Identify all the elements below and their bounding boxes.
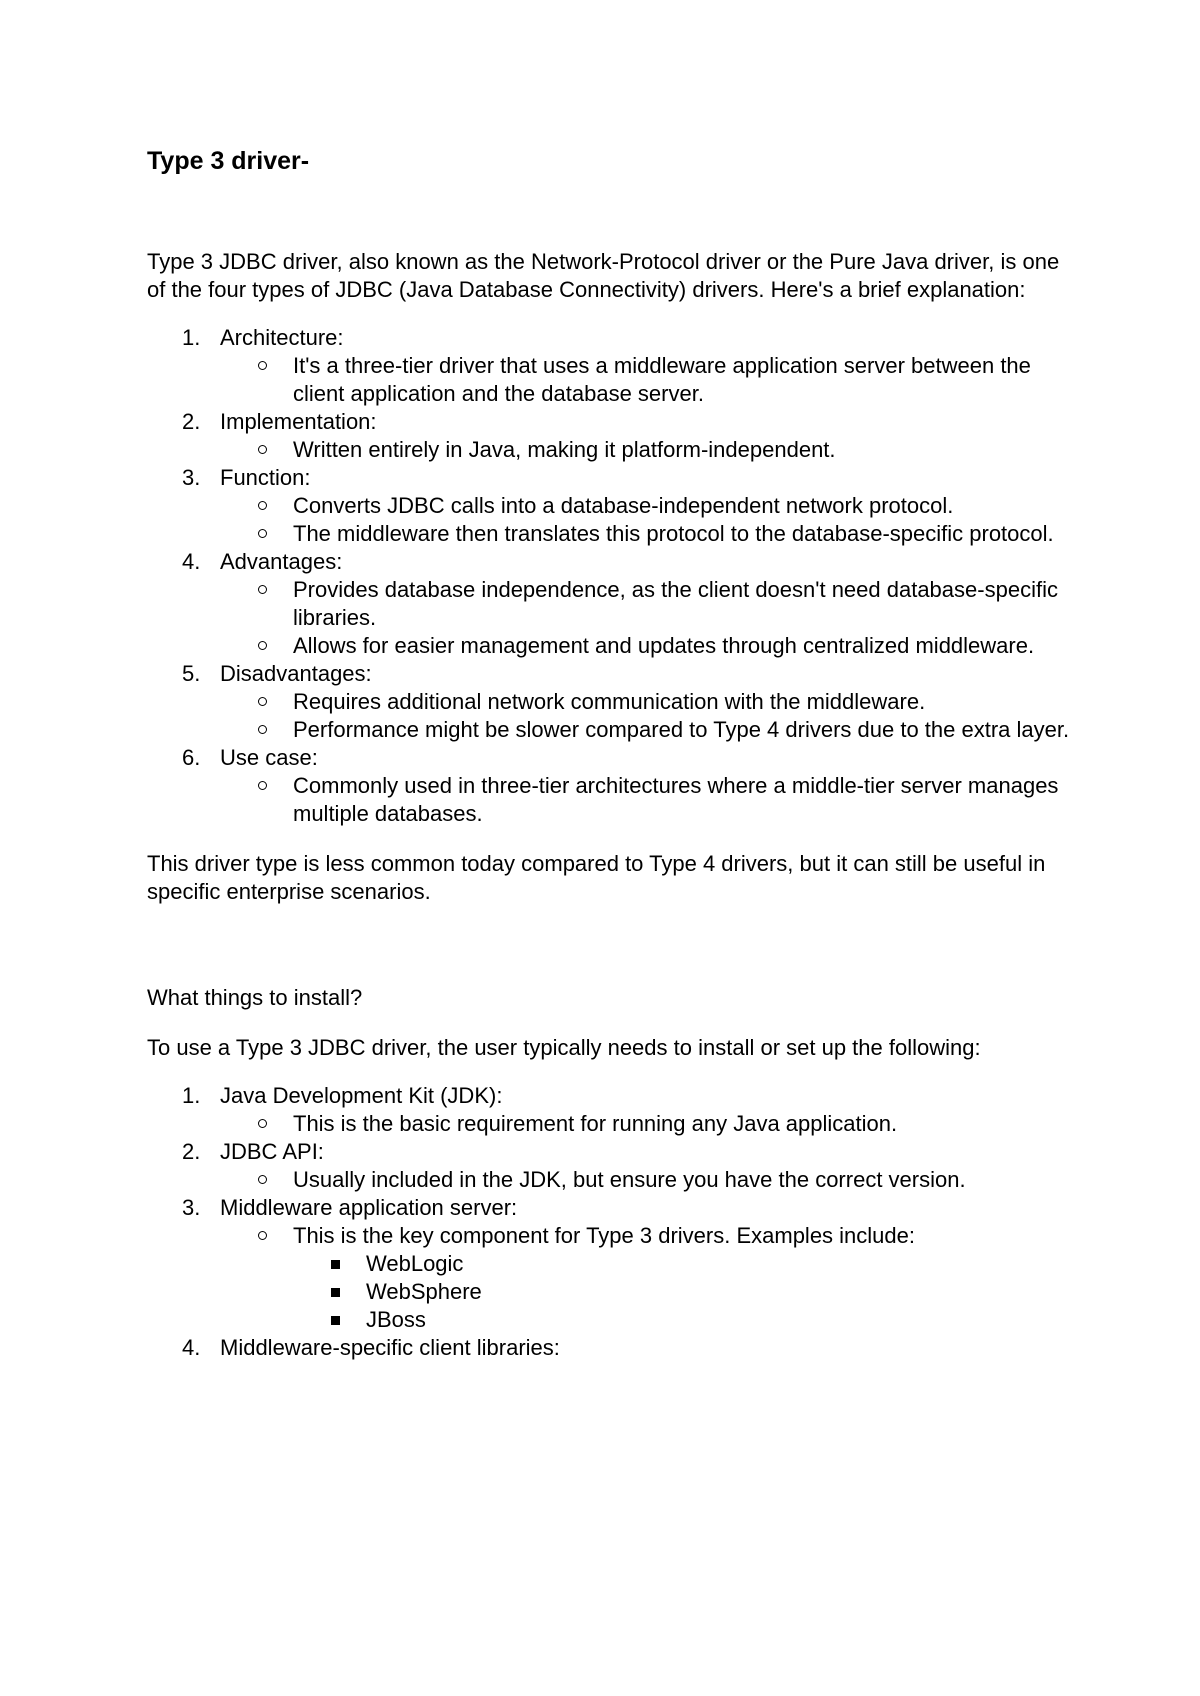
section-heading-install: What things to install? (147, 985, 363, 1010)
sub-list-item-text: Allows for easier management and updates through centralized middleware. (293, 633, 1035, 658)
closing-paragraph: This driver type is less common today compared to Type 4 drivers, but it can still be useful in specific enterprise scenarios. (147, 851, 1046, 904)
list-item-label: Architecture: (220, 325, 344, 350)
example-item-text: JBoss (366, 1307, 426, 1332)
list-number: 2. (182, 409, 201, 434)
circle-bullet-icon (258, 1175, 267, 1184)
sub-list (220, 436, 1070, 464)
list-item (147, 1334, 1070, 1362)
sub-list-item-text: Requires additional network communication with the middleware. (293, 689, 926, 714)
sub-list-item-text: Converts JDBC calls into a database-independent network protocol. (293, 493, 954, 518)
list-item (147, 1138, 1070, 1194)
sub-list-item-text: Provides database independence, as the client doesn't need database-specific libraries. (293, 577, 1058, 630)
list-item-label: Use case: (220, 745, 318, 770)
example-item-text: WebLogic (366, 1251, 464, 1276)
list-item (147, 660, 1070, 744)
list-item (147, 1194, 1070, 1334)
sub-list-item (220, 688, 1070, 716)
sub-list-item (220, 772, 1070, 828)
example-list (293, 1250, 1070, 1334)
circle-bullet-icon (258, 529, 267, 538)
list-item (147, 408, 1070, 464)
sub-list-item (220, 632, 1070, 660)
sub-list-item (220, 716, 1070, 744)
sub-list (220, 576, 1070, 660)
sub-list-item (220, 352, 1070, 408)
sub-list-item (220, 436, 1070, 464)
list-number: 3. (182, 465, 201, 490)
sub-list (220, 1166, 1070, 1194)
sub-list-item-text: Usually included in the JDK, but ensure you have the correct version. (293, 1167, 966, 1192)
list-item-label: Implementation: (220, 409, 377, 434)
example-item-text: WebSphere (366, 1279, 482, 1304)
sub-list-item-text: The middleware then translates this protocol to the database-specific protocol. (293, 521, 1054, 546)
install-intro-paragraph: To use a Type 3 JDBC driver, the user typically needs to install or set up the following: (147, 1035, 981, 1060)
sub-list (220, 688, 1070, 744)
list-item (147, 1082, 1070, 1138)
list-number: 4. (182, 549, 201, 574)
circle-bullet-icon (258, 361, 267, 370)
example-item (293, 1278, 1070, 1306)
list-item-label: Disadvantages: (220, 661, 372, 686)
circle-bullet-icon (258, 641, 267, 650)
list-number: 4. (182, 1335, 201, 1360)
sub-list (220, 352, 1070, 408)
install-list (147, 1082, 1070, 1362)
square-bullet-icon (331, 1260, 340, 1269)
list-item-label: Function: (220, 465, 311, 490)
list-item (147, 464, 1070, 548)
sub-list (220, 1110, 1070, 1138)
circle-bullet-icon (258, 1119, 267, 1128)
list-item-label: Advantages: (220, 549, 343, 574)
list-item-label: JDBC API: (220, 1139, 324, 1164)
list-item-label: Java Development Kit (JDK): (220, 1083, 503, 1108)
circle-bullet-icon (258, 781, 267, 790)
list-item (147, 324, 1070, 408)
circle-bullet-icon (258, 1231, 267, 1240)
sub-list-item-text: This is the key component for Type 3 drivers. Examples include: (293, 1223, 915, 1248)
sub-list-item (220, 520, 1070, 548)
intro-paragraph: Type 3 JDBC driver, also known as the Network-Protocol driver or the Pure Java driver, is one of the four types of JDBC (Java Database Connectivity) drivers. Here's a brief explanation: (147, 249, 1060, 302)
example-item (293, 1306, 1070, 1334)
list-item-label: Middleware application server: (220, 1195, 518, 1220)
sub-list-item-text: This is the basic requirement for running any Java application. (293, 1111, 898, 1136)
document-title: Type 3 driver- (147, 147, 310, 175)
sub-list-item-text: Performance might be slower compared to Type 4 drivers due to the extra layer. (293, 717, 1070, 742)
sub-list (220, 1222, 1070, 1334)
square-bullet-icon (331, 1316, 340, 1325)
circle-bullet-icon (258, 585, 267, 594)
circle-bullet-icon (258, 445, 267, 454)
list-number: 3. (182, 1195, 201, 1220)
list-number: 1. (182, 325, 201, 350)
list-number: 2. (182, 1139, 201, 1164)
sub-list-item-text: It's a three-tier driver that uses a middleware application server between the client application and the database server. (293, 353, 1031, 406)
list-number: 6. (182, 745, 201, 770)
sub-list-item (220, 1166, 1070, 1194)
list-number: 1. (182, 1083, 201, 1108)
circle-bullet-icon (258, 501, 267, 510)
explanation-list (147, 324, 1070, 828)
sub-list-item (220, 576, 1070, 632)
list-item (147, 744, 1070, 828)
sub-list (220, 772, 1070, 828)
list-item (147, 548, 1070, 660)
sub-list-item-text: Commonly used in three-tier architectures where a middle-tier server manages multiple databases. (293, 773, 1059, 826)
list-item-label: Middleware-specific client libraries: (220, 1335, 560, 1360)
sub-list (220, 492, 1070, 548)
list-number: 5. (182, 661, 201, 686)
sub-list-item-text: Written entirely in Java, making it platform-independent. (293, 437, 836, 462)
sub-list-item (220, 1222, 1070, 1334)
sub-list-item (220, 492, 1070, 520)
sub-list-item (220, 1110, 1070, 1138)
circle-bullet-icon (258, 725, 267, 734)
example-item (293, 1250, 1070, 1278)
circle-bullet-icon (258, 697, 267, 706)
square-bullet-icon (331, 1288, 340, 1297)
